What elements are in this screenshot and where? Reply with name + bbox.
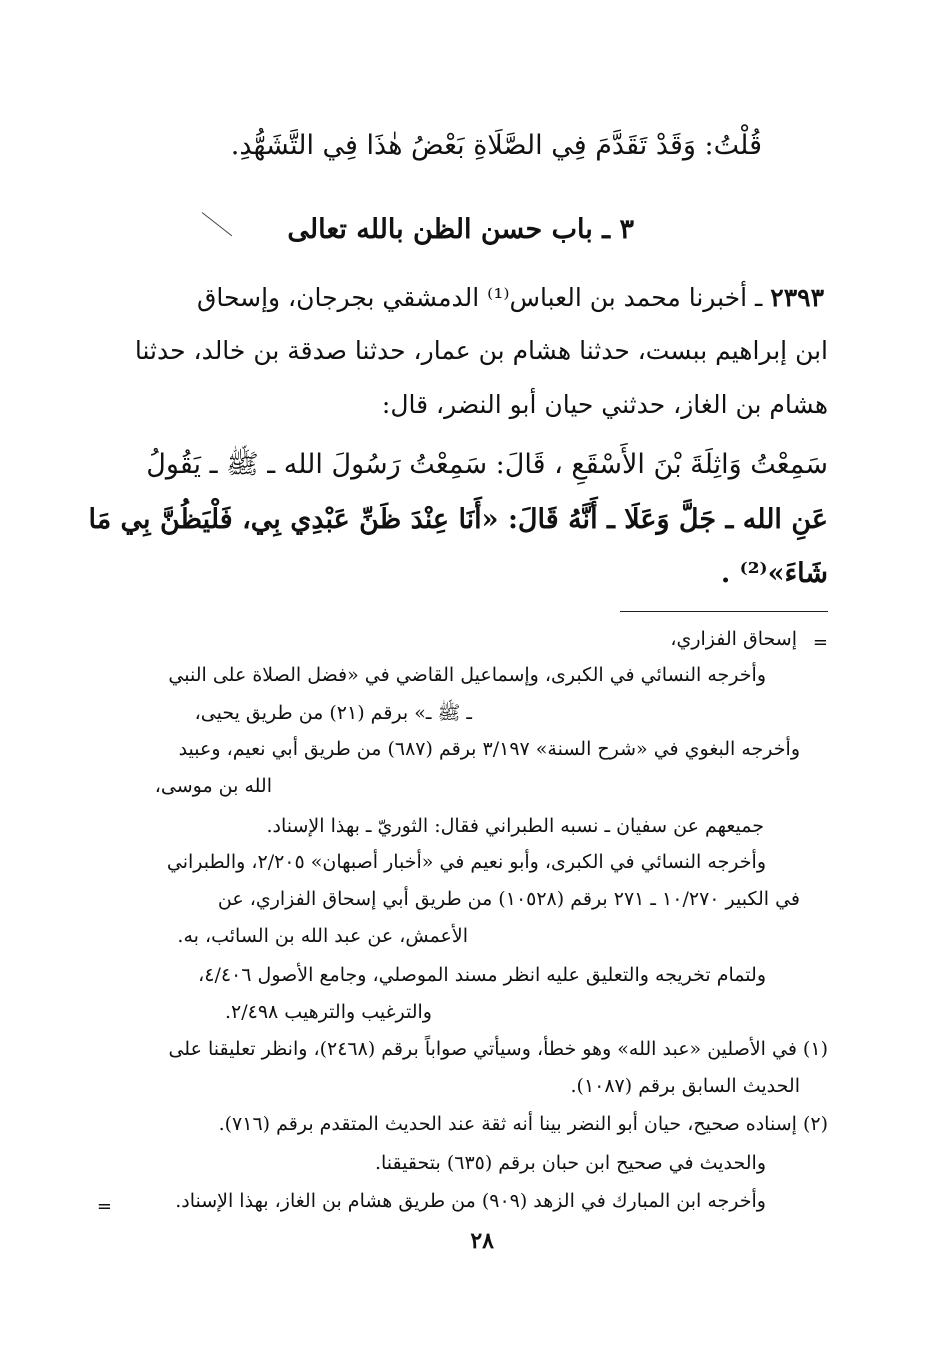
footnote-line: (٢) إسناده صحيح، حيان أبو النضر بينا أنه ثقة عند الحديث المتقدم برقم (٧١٦). xyxy=(218,1113,828,1135)
hadith-matn-line-2: عَنِ الله ـ جَلَّ وَعَلَا ـ أَنَّهُ قَالَ: «أَنَا عِنْدَ ظَنِّ عَبْدِي بِي، فَلْيَظُنَّ بِي مَا xyxy=(88,504,828,535)
footnote-line: جميعهم عن سفيان ـ نسبه الطبراني فقال: الثوريّ ـ بهذا الإسناد. xyxy=(266,815,764,837)
page-number: ٢٨ xyxy=(470,1228,494,1254)
footnote-line: الحديث السابق برقم (١٠٨٧). xyxy=(570,1075,800,1097)
hadith-matn-line-1: سَمِعْتُ وَاثِلَةَ بْنَ الأَسْقَعِ ، قَالَ: سَمِعْتُ رَسُولَ الله ـ ﷺ ـ يَقُولُ xyxy=(146,449,828,480)
chapter-heading: ٣ ـ باب حسن الظن بالله تعالى xyxy=(287,214,634,245)
footnote-line: الله بن موسى، xyxy=(154,775,272,797)
footnote-line: والترغيب والترهيب ٢/٤٩٨. xyxy=(224,1001,432,1023)
footnote-line: (١) في الأصلين «عبد الله» وهو خطأ، وسيأتي صواباً برقم (٢٤٦٨)، وانظر تعليقنا على xyxy=(168,1038,828,1060)
footnote-line: إسحاق الفزاري، xyxy=(670,628,797,650)
hadith-matn-line-3: شَاءَ»⁽²⁾ . xyxy=(720,558,828,589)
margin-stroke-mark xyxy=(202,212,233,236)
hadith-number: ٢٣٩٣ xyxy=(770,283,824,312)
footnote-line: وأخرجه النسائي في الكبرى، وإسماعيل القاضي في «فضل الصلاة على النبي xyxy=(168,664,766,686)
footnote-line: ولتمام تخريجه والتعليق عليه انظر مسند الموصلي، وجامع الأصول ٤/٤٠٦، xyxy=(198,964,766,986)
footnote-line: ـ ﷺ ـ» برقم (٢١) من طريق يحيى، xyxy=(194,702,472,724)
footnote-line: وأخرجه النسائي في الكبرى، وأبو نعيم في «أخبار أصبهان» ٢/٢٠٥، والطبراني xyxy=(166,851,766,873)
footnote-separator xyxy=(620,611,828,612)
hadith-isnad-line-2: ابن إبراهيم ببست، حدثنا هشام بن عمار، حدثنا صدقة بن خالد، حدثنا xyxy=(134,336,828,365)
hadith-isnad-line-1 xyxy=(197,283,824,312)
footnote-line: وأخرجه ابن المبارك في الزهد (٩٠٩) من طريق هشام بن الغاز، بهذا الإسناد. xyxy=(175,1190,766,1212)
footnote-line: وأخرجه البغوي في «شرح السنة» ٣/١٩٧ برقم (٦٨٧) من طريق أبي نعيم، وعبيد xyxy=(178,738,800,760)
footnote-continuation-mark-bottom: = xyxy=(96,1196,112,1217)
footnote-line: والحديث في صحيح ابن حبان برقم (٦٣٥) بتحقيقنا. xyxy=(374,1152,766,1174)
footnote-continuation-mark-top: = xyxy=(812,632,828,653)
hadith-isnad-text: ـ أخبرنا محمد بن العباس⁽¹⁾ الدمشقي بجرجان، وإسحاق xyxy=(196,283,763,312)
hadith-isnad-line-3: هشام بن الغاز، حدثني حيان أبو النضر، قال: xyxy=(381,390,828,419)
footnote-line: في الكبير ١٠/٢٧٠ ـ ٢٧١ برقم (١٠٥٢٨) من طريق أبي إسحاق الفزاري، عن xyxy=(217,888,800,910)
intro-line: قُلْتُ: وَقَدْ تَقَدَّمَ فِي الصَّلَاةِ بَعْضُ هٰذَا فِي التَّشَهُّدِ. xyxy=(230,130,762,161)
footnote-line: الأعمش، عن عبد الله بن السائب، به. xyxy=(177,925,468,947)
